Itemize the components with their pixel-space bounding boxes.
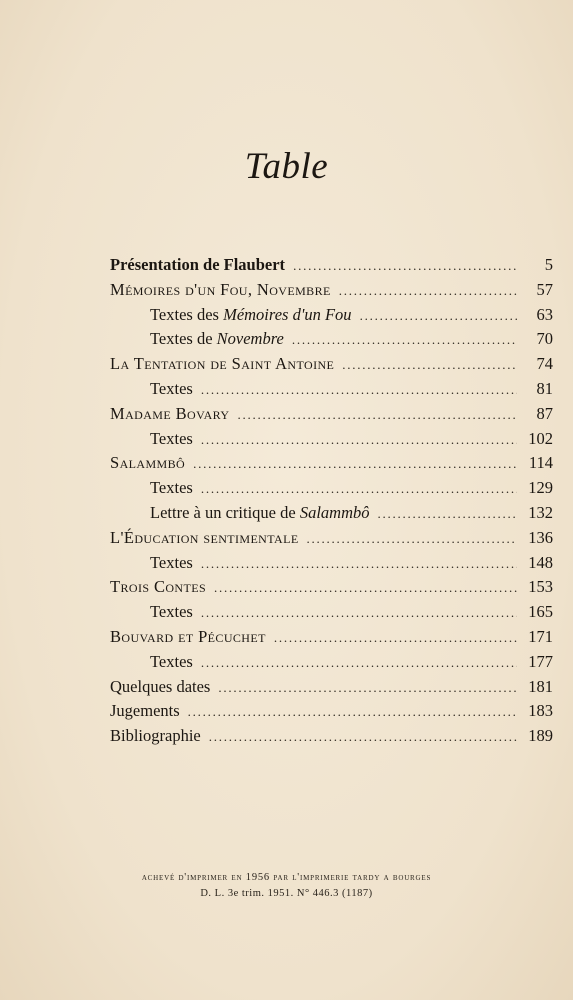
toc-entry-label: Textes — [150, 428, 193, 448]
leader-dots — [193, 456, 517, 472]
toc-entry-label: Textes — [150, 552, 193, 572]
toc-page-number: 132 — [528, 502, 553, 522]
toc-entry-label — [150, 503, 369, 523]
toc-entry-prefix: Textes de — [150, 329, 217, 349]
toc-entry-label: Textes — [150, 378, 193, 398]
toc-entry-italic: Mémoires d'un Fou — [223, 304, 352, 324]
toc-entry-label: Textes — [150, 478, 193, 498]
colophon-line-2: D. L. 3e trim. 1951. N° 446.3 (1187) — [200, 888, 373, 899]
toc-page-number: 165 — [528, 602, 553, 622]
toc-page-number: 81 — [536, 378, 553, 398]
toc-entry-italic: Salammbô — [299, 502, 370, 522]
toc-subentry-textes — [110, 553, 553, 578]
toc-subentry-textes — [110, 379, 553, 404]
toc-entry-label: Textes — [150, 651, 193, 671]
leader-dots — [201, 556, 517, 572]
toc-entry-label — [150, 305, 352, 325]
toc-entry-label — [150, 329, 284, 349]
leader-dots — [293, 258, 517, 274]
toc-entry-label: Mémoires d'un Fou, Novembre — [110, 279, 331, 299]
leader-dots — [201, 481, 517, 497]
toc-page-number: 136 — [528, 527, 553, 547]
leader-dots — [377, 506, 517, 522]
toc-entry-label: Quelques dates — [110, 676, 211, 696]
toc-entry-label: Madame Bovary — [110, 403, 230, 423]
toc-entry-label: Textes — [150, 602, 193, 622]
toc-page-number: 181 — [528, 676, 553, 696]
leader-dots — [188, 704, 517, 720]
leader-dots — [237, 407, 517, 423]
toc-entry-bovary — [110, 404, 553, 429]
toc-page-number: 70 — [536, 329, 553, 349]
toc-subentry-textes — [110, 602, 553, 627]
toc-entry-label: Présentation de Flaubert — [110, 255, 286, 274]
toc-page-number: 183 — [528, 701, 553, 721]
toc-entry-label: Trois Contes — [110, 577, 207, 597]
toc-subentry-textes — [110, 478, 553, 503]
toc-entry-label: Bibliographie — [110, 726, 201, 746]
toc-page-number: 189 — [528, 726, 553, 746]
leader-dots — [274, 630, 517, 646]
toc-entry-label: Salammbô — [110, 453, 186, 473]
toc-page-number: 177 — [528, 651, 553, 671]
toc-subentry-textes-memoires — [110, 305, 553, 330]
toc-entry-trois-contes — [110, 577, 553, 602]
leader-dots — [360, 308, 517, 324]
leader-dots — [201, 382, 517, 398]
toc-entry-presentation — [110, 255, 553, 280]
toc-entry-salammbo — [110, 453, 553, 478]
toc-entry-prefix: Lettre à un critique de — [150, 502, 300, 522]
leader-dots — [339, 283, 517, 299]
table-of-contents — [110, 255, 553, 751]
toc-entry-quelques-dates — [110, 677, 553, 702]
toc-page-number: 129 — [528, 478, 553, 498]
toc-subentry-lettre — [110, 503, 553, 528]
toc-page-number: 87 — [536, 403, 553, 423]
colophon-line-1: achevé d'imprimer en 1956 par l'imprimerie tardy a bourges — [141, 872, 432, 883]
toc-page-number: 74 — [536, 354, 553, 374]
toc-page-number: 153 — [528, 577, 553, 597]
toc-entry-jugements — [110, 701, 553, 726]
toc-entry-italic: Novembre — [216, 329, 284, 349]
toc-page-number: 63 — [536, 304, 553, 324]
toc-entry-label: Bouvard et Pécuchet — [110, 626, 266, 646]
leader-dots — [218, 680, 517, 696]
toc-entry-label: Jugements — [110, 701, 180, 721]
toc-page-number: 57 — [536, 279, 553, 299]
leader-dots — [201, 432, 517, 448]
leader-dots — [201, 605, 517, 621]
printer-colophon — [0, 870, 573, 902]
toc-page-number: 148 — [528, 552, 553, 572]
toc-subentry-textes — [110, 652, 553, 677]
toc-entry-bouvard — [110, 627, 553, 652]
toc-entry-tentation — [110, 354, 553, 379]
leader-dots — [201, 655, 517, 671]
toc-subentry-textes — [110, 429, 553, 454]
leader-dots — [292, 332, 517, 348]
toc-entry-memoires — [110, 280, 553, 305]
leader-dots — [209, 729, 517, 745]
leader-dots — [307, 531, 517, 547]
toc-entry-bibliographie — [110, 726, 553, 751]
toc-entry-prefix: Textes des — [150, 304, 224, 324]
leader-dots — [214, 580, 517, 596]
page-title: Table — [244, 146, 329, 187]
toc-entry-label: La Tentation de Saint Antoine — [110, 354, 335, 374]
leader-dots — [342, 357, 517, 373]
toc-entry-education — [110, 528, 553, 553]
toc-page-number: 114 — [528, 453, 553, 473]
toc-page-number: 102 — [528, 428, 553, 448]
toc-page-number: 5 — [544, 255, 553, 274]
toc-entry-label: L'Éducation sentimentale — [110, 527, 299, 547]
toc-page-number: 171 — [528, 626, 553, 646]
toc-subentry-textes-novembre — [110, 329, 553, 354]
